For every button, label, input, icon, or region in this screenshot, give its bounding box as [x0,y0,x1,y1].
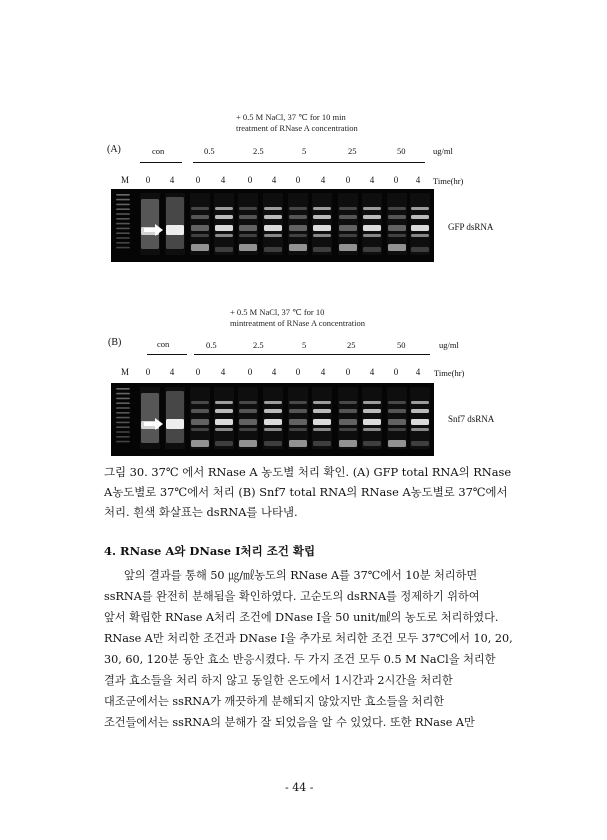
panel-b-time-3: 0 [195,367,201,377]
panel-a-time-12: 4 [415,175,421,185]
band [264,409,282,413]
panel-a-time-8: 4 [320,175,326,185]
lane-smear [338,387,358,449]
lane-smear [190,387,210,449]
panel-a-rule-con [140,162,182,163]
lane-smear [288,387,308,449]
band [363,409,381,413]
panel-b-unit: ug/ml [439,340,459,350]
lane-smear [214,387,234,449]
band [388,234,406,237]
dsrna-band [388,225,406,231]
band [363,215,381,219]
panel-b-time-label: Time(hr) [434,368,465,378]
band [411,409,429,413]
marker-ladder-band [116,407,130,409]
panel-a-band-label: GFP dsRNA [448,222,494,232]
lane-smear [387,387,407,449]
lane-smear [312,193,332,255]
panel-a-time-6: 4 [271,175,277,185]
panel-a-rule-treated [193,162,425,163]
panel-a-conc-25: 25 [348,146,357,156]
band [191,215,209,219]
panel-a-time-9: 0 [345,175,351,185]
band [363,234,381,237]
body-line-1: 앞의 결과를 통해 50 ㎍/㎖농도의 RNase A를 37℃에서 10분 처리하면 [124,569,478,582]
panel-b-time-2: 4 [169,367,175,377]
panel-b-conc-25: 25 [347,340,356,350]
band [215,409,233,413]
dsrna-band [264,419,282,425]
body-line-8: 조건들에서는 ssRNA의 분해가 잘 되었음을 알 수 있었다. 또한 RNase A만 [104,716,475,729]
panel-b-conc-5: 5 [302,340,307,350]
marker-ladder-band [116,422,130,424]
low-band [264,247,282,252]
lane-smear [410,193,430,255]
panel-a-time-label: Time(hr) [433,176,464,186]
panel-b-conc-2-5: 2.5 [253,340,264,350]
band [191,234,209,237]
panel-b-conc-50: 50 [397,340,406,350]
band [313,401,331,404]
marker-ladder-band [116,208,130,210]
band [313,409,331,413]
low-band [313,247,331,252]
panel-a-conc-con: con [152,146,165,156]
panel-a-label: (A) [107,144,121,155]
smear-band [141,199,159,249]
band [388,401,406,404]
panel-b-rule-con [147,354,187,355]
low-band [191,440,209,447]
panel-a-condition-line1: + 0.5 M NaCl, 37 ℃ for 10 min [236,112,346,122]
marker-ladder-band [116,431,130,433]
low-band [388,244,406,251]
lane-smear [410,387,430,449]
panel-b-label: (B) [108,337,122,348]
smear-band [166,391,184,443]
panel-b-condition-line2: mintreatment of RNase A concentration [230,318,366,328]
dsrna-band [289,225,307,231]
dsrna-band [191,225,209,231]
lane-smear [214,193,234,255]
marker-ladder-band [116,213,130,215]
low-band [215,247,233,252]
panel-a-time-5: 0 [247,175,253,185]
dsrna-band [166,419,184,429]
low-band [191,244,209,251]
band [363,428,381,431]
body-line-4: RNase A만 처리한 조건과 DNase I을 추가로 처리한 조건 모두 37℃에서 10, 20, [104,632,513,645]
low-band [411,247,429,252]
low-band [289,440,307,447]
band [339,409,357,413]
band [239,428,257,431]
low-band [339,440,357,447]
marker-ladder-band [116,194,130,196]
body-line-5: 30, 60, 120분 동안 효소 반응시켰다. 두 가지 조건 모두 0.5 M NaCl을 처리한 [104,653,496,666]
panel-b-time-6: 4 [271,367,277,377]
figure-caption-line1: 그림 30. 37℃ 에서 RNase A 농도별 처리 확인. (A) GFP total RNA의 RNase [104,465,512,479]
smear-band [141,393,159,443]
marker-ladder-band [116,218,130,220]
panel-b-rule-treated [194,354,430,355]
panel-a-time-7: 0 [295,175,301,185]
panel-b-gel-image [111,383,434,456]
marker-ladder-band [116,417,130,419]
band [264,428,282,431]
band [239,234,257,237]
lane-smear [312,387,332,449]
marker-ladder-band [116,402,130,404]
marker-ladder-band [116,232,130,234]
low-band [313,441,331,446]
band [215,215,233,219]
band [289,409,307,413]
marker-ladder-band [116,237,130,239]
dsrna-band [239,225,257,231]
low-band [215,441,233,446]
band [239,409,257,413]
body-line-3: 앞서 확립한 RNase A처리 조건에 DNase I을 50 unit/㎖의 농도로 처리하였다. [104,611,499,624]
dsrna-band [313,225,331,231]
marker-ladder-band [116,441,130,443]
low-band [239,440,257,447]
panel-a-time-11: 0 [393,175,399,185]
panel-b-marker: M [120,367,129,377]
panel-b-time-7: 0 [295,367,301,377]
band [215,428,233,431]
dsrna-band [363,225,381,231]
band [339,234,357,237]
panel-a-condition-line2: treatment of RNase A concentration [236,123,358,133]
lane-smear [362,193,382,255]
band [191,207,209,210]
band [239,401,257,404]
dsrna-band [191,419,209,425]
band [215,234,233,237]
panel-a-time-10: 4 [369,175,375,185]
marker-ladder-band [116,228,130,230]
panel-a-conc-50: 50 [397,146,406,156]
panel-a-conc-0-5: 0.5 [204,146,215,156]
marker-ladder-band [116,393,130,395]
low-band [411,441,429,446]
band [411,428,429,431]
band [289,428,307,431]
lane-smear [238,387,258,449]
dsrna-band [215,225,233,231]
band [388,409,406,413]
dsrna-band [313,419,331,425]
band [411,401,429,404]
lane-smear [263,387,283,449]
band [363,207,381,210]
dsrna-band [339,225,357,231]
body-line-6: 결과 효소들을 처리 하지 않고 동일한 온도에서 1시간과 2시간을 처리한 [104,674,453,687]
body-line-7: 대조군에서는 ssRNA가 깨끗하게 분해되지 않았지만 효소들을 처리한 [104,695,445,708]
dsrna-band [239,419,257,425]
panel-b-conc-0-5: 0.5 [206,340,217,350]
panel-b-band-label: Snf7 dsRNA [448,414,495,424]
band [264,401,282,404]
band [215,207,233,210]
page-number: - 44 - [285,781,314,794]
panel-a-conc-5: 5 [302,146,307,156]
band [339,215,357,219]
marker-ladder-band [116,436,130,438]
panel-a-conc-2-5: 2.5 [253,146,264,156]
panel-a-time-2: 4 [169,175,175,185]
marker-ladder-band [116,412,130,414]
panel-b-time-8: 4 [320,367,326,377]
band [264,215,282,219]
panel-b-time-9: 0 [345,367,351,377]
band [339,428,357,431]
marker-ladder-band [116,247,130,249]
band [289,207,307,210]
panel-a-time-3: 0 [195,175,201,185]
band [313,207,331,210]
panel-b-condition-line1: + 0.5 M NaCl, 37 ℃ for 10 [230,307,325,317]
band [191,428,209,431]
low-band [264,441,282,446]
marker-ladder-band [116,199,130,201]
band [411,215,429,219]
panel-a-gel-image [111,189,434,262]
low-band [239,244,257,251]
band [239,215,257,219]
band [215,401,233,404]
dsrna-band [411,419,429,425]
dsrna-band [339,419,357,425]
figure-caption-line2: A농도별로 37℃에서 처리 (B) Snf7 total RNA의 RNase A농도별로 37℃에서 [104,485,508,499]
low-band [363,247,381,252]
band [313,428,331,431]
band [191,409,209,413]
panel-b-time-11: 0 [393,367,399,377]
low-band [363,441,381,446]
dsrna-band [215,419,233,425]
marker-ladder-band [116,426,130,428]
section-heading: 4. RNase A와 DNase I처리 조건 확립 [104,544,316,558]
panel-a-time-4: 4 [220,175,226,185]
dsrna-band [411,225,429,231]
band [264,207,282,210]
marker-ladder-band [116,223,130,225]
band [411,207,429,210]
body-line-2: ssRNA를 완전히 분해됨을 확인하였다. 고순도의 dsRNA를 정제하기 위하여 [104,590,480,603]
marker-ladder-band [116,242,130,244]
panel-a-marker: M [120,175,129,185]
dsrna-band [166,225,184,235]
low-band [388,440,406,447]
dsrna-band [289,419,307,425]
panel-a-time-1: 0 [145,175,151,185]
dsrna-band [264,225,282,231]
band [388,207,406,210]
smear-band [166,197,184,249]
lane-smear [362,387,382,449]
band [411,234,429,237]
band [289,215,307,219]
band [239,207,257,210]
dsrna-band [388,419,406,425]
band [363,401,381,404]
marker-ladder-band [116,204,130,206]
panel-b-time-5: 0 [247,367,253,377]
dsrna-band [363,419,381,425]
band [339,207,357,210]
panel-b-time-1: 0 [145,367,151,377]
band [388,428,406,431]
band [388,215,406,219]
panel-b-time-4: 4 [220,367,226,377]
band [289,234,307,237]
figure-caption-line3: 처리. 흰색 화살표는 dsRNA를 나타냄. [104,505,298,519]
band [339,401,357,404]
panel-a-unit: ug/ml [433,146,453,156]
marker-ladder-band [116,388,130,390]
band [191,401,209,404]
low-band [289,244,307,251]
panel-b-time-10: 4 [369,367,375,377]
panel-b-conc-con: con [157,339,170,349]
low-band [339,244,357,251]
band [313,215,331,219]
marker-ladder-band [116,398,130,400]
band [264,234,282,237]
panel-b-time-12: 4 [415,367,421,377]
lane-smear [263,193,283,255]
band [289,401,307,404]
band [313,234,331,237]
